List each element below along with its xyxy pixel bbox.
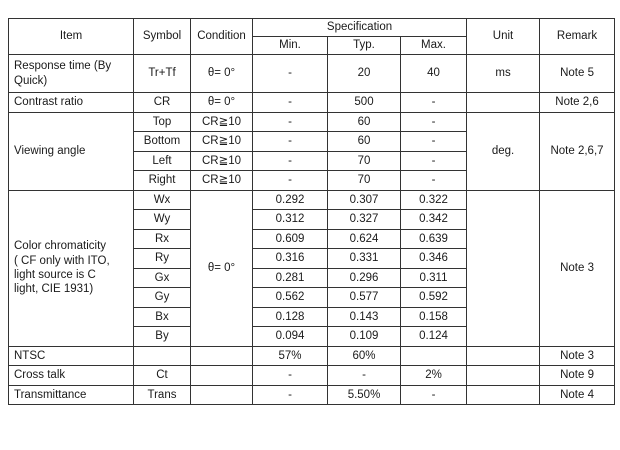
symbol-cell: Gy (134, 288, 191, 308)
typ-cell: 70 (328, 151, 401, 171)
symbol-cell: Ry (134, 249, 191, 269)
optical-spec-table (8, 18, 615, 405)
max-cell: 0.592 (401, 288, 467, 308)
symbol-cell: Left (134, 151, 191, 171)
condition-cell (191, 346, 253, 366)
header-specification: Specification (253, 19, 467, 37)
symbol-cell: By (134, 327, 191, 347)
symbol-cell (134, 346, 191, 366)
condition-cell (191, 385, 253, 405)
symbol-cell: Ct (134, 366, 191, 386)
condition-cell: θ= 0° (191, 55, 253, 93)
min-cell: 0.128 (253, 307, 328, 327)
typ-cell: - (328, 366, 401, 386)
typ-cell: 0.577 (328, 288, 401, 308)
color-item-line: light, CIE 1931) (14, 283, 94, 296)
table-row (9, 112, 615, 132)
condition-cell: θ= 0° (191, 93, 253, 113)
symbol-cell: Rx (134, 229, 191, 249)
item-transmittance: Transmittance (9, 385, 134, 405)
typ-cell: 0.143 (328, 307, 401, 327)
header-unit: Unit (467, 19, 540, 55)
max-cell: 0.158 (401, 307, 467, 327)
table-row (9, 93, 615, 113)
remark-cell: Note 4 (540, 385, 615, 405)
color-item-line: Color chromaticity (14, 240, 107, 253)
min-cell: 0.094 (253, 327, 328, 347)
remark-cell: Note 2,6,7 (540, 112, 615, 190)
typ-cell: 0.109 (328, 327, 401, 347)
typ-cell: 0.307 (328, 190, 401, 210)
table-row (9, 346, 615, 366)
max-cell: 2% (401, 366, 467, 386)
min-cell: - (253, 151, 328, 171)
typ-cell: 20 (328, 55, 401, 93)
min-cell: 57% (253, 346, 328, 366)
min-cell: - (253, 93, 328, 113)
min-cell: - (253, 132, 328, 152)
table-row (9, 190, 615, 210)
typ-cell: 0.296 (328, 268, 401, 288)
header-remark: Remark (540, 19, 615, 55)
symbol-cell: Right (134, 171, 191, 191)
unit-cell (467, 366, 540, 386)
header-symbol: Symbol (134, 19, 191, 55)
header-row (9, 19, 615, 37)
min-cell: - (253, 171, 328, 191)
unit-cell (467, 93, 540, 113)
unit-cell (467, 346, 540, 366)
min-cell: - (253, 366, 328, 386)
min-cell: 0.609 (253, 229, 328, 249)
symbol-cell: Top (134, 112, 191, 132)
remark-cell: Note 9 (540, 366, 615, 386)
symbol-cell: Bottom (134, 132, 191, 152)
max-cell: 0.322 (401, 190, 467, 210)
max-cell: 0.346 (401, 249, 467, 269)
header-condition: Condition (191, 19, 253, 55)
header-max: Max. (401, 37, 467, 55)
min-cell: 0.316 (253, 249, 328, 269)
typ-cell: 0.327 (328, 210, 401, 230)
symbol-cell: Wx (134, 190, 191, 210)
min-cell: - (253, 55, 328, 93)
item-viewing-angle: Viewing angle (9, 112, 134, 190)
typ-cell: 60% (328, 346, 401, 366)
min-cell: 0.562 (253, 288, 328, 308)
min-cell: - (253, 385, 328, 405)
min-cell: - (253, 112, 328, 132)
max-cell: 0.342 (401, 210, 467, 230)
typ-cell: 60 (328, 112, 401, 132)
max-cell: - (401, 112, 467, 132)
typ-cell: 0.331 (328, 249, 401, 269)
item-ntsc: NTSC (9, 346, 134, 366)
typ-cell: 0.624 (328, 229, 401, 249)
table-row (9, 366, 615, 386)
item-cross-talk: Cross talk (9, 366, 134, 386)
max-cell: - (401, 93, 467, 113)
item-contrast-ratio: Contrast ratio (9, 93, 134, 113)
unit-cell (467, 385, 540, 405)
remark-cell: Note 3 (540, 346, 615, 366)
max-cell: 0.124 (401, 327, 467, 347)
max-cell: - (401, 151, 467, 171)
condition-cell: CR≧10 (191, 171, 253, 191)
max-cell: - (401, 385, 467, 405)
item-response-time: Response time (By Quick) (9, 55, 134, 93)
condition-cell: CR≧10 (191, 132, 253, 152)
min-cell: 0.312 (253, 210, 328, 230)
max-cell: - (401, 171, 467, 191)
remark-cell: Note 3 (540, 190, 615, 346)
remark-cell: Note 2,6 (540, 93, 615, 113)
color-item-line: ( CF only with ITO, (14, 254, 110, 267)
header-min: Min. (253, 37, 328, 55)
unit-cell: deg. (467, 112, 540, 190)
condition-cell: θ= 0° (191, 190, 253, 346)
symbol-cell: Bx (134, 307, 191, 327)
typ-cell: 5.50% (328, 385, 401, 405)
spec-table-container (8, 18, 615, 405)
condition-cell (191, 366, 253, 386)
unit-cell (467, 190, 540, 346)
max-cell: 0.639 (401, 229, 467, 249)
symbol-cell: Trans (134, 385, 191, 405)
table-row (9, 55, 615, 93)
max-cell: 40 (401, 55, 467, 93)
header-typ: Typ. (328, 37, 401, 55)
max-cell (401, 346, 467, 366)
header-item: Item (9, 19, 134, 55)
typ-cell: 500 (328, 93, 401, 113)
item-color-chromaticity (9, 190, 134, 346)
symbol-cell: CR (134, 93, 191, 113)
unit-cell: ms (467, 55, 540, 93)
condition-cell: CR≧10 (191, 151, 253, 171)
color-item-line: light source is C (14, 269, 96, 281)
table-row (9, 385, 615, 405)
symbol-cell: Gx (134, 268, 191, 288)
symbol-cell: Tr+Tf (134, 55, 191, 93)
min-cell: 0.292 (253, 190, 328, 210)
typ-cell: 60 (328, 132, 401, 152)
min-cell: 0.281 (253, 268, 328, 288)
remark-cell: Note 5 (540, 55, 615, 93)
max-cell: - (401, 132, 467, 152)
max-cell: 0.311 (401, 268, 467, 288)
condition-cell: CR≧10 (191, 112, 253, 132)
typ-cell: 70 (328, 171, 401, 191)
symbol-cell: Wy (134, 210, 191, 230)
